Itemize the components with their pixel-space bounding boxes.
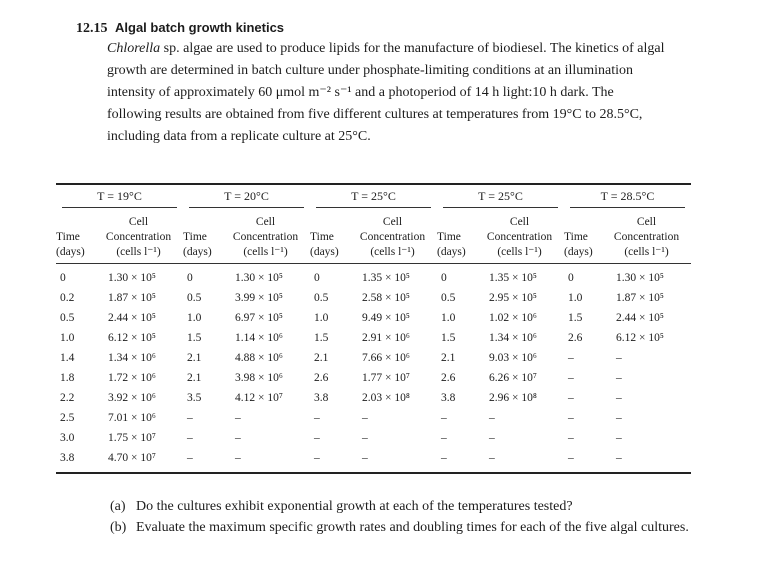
- time-cell: –: [568, 372, 574, 384]
- time-cell: 3.5: [187, 392, 202, 404]
- problem-title: Algal batch growth kinetics: [115, 20, 285, 35]
- time-cell: 2.1: [441, 352, 456, 364]
- concentration-cell: 1.72 × 10⁶: [108, 372, 156, 384]
- concentration-header: Cell Concentration (cells l⁻¹): [486, 216, 553, 258]
- time-cell: 0.5: [187, 292, 202, 304]
- time-cell: 1.5: [187, 332, 202, 344]
- time-cell: 3.8: [60, 452, 75, 464]
- concentration-header: Cell Concentration (cells l⁻¹): [232, 216, 299, 258]
- time-cell: 0: [314, 272, 320, 284]
- concentration-cell: 7.66 × 10⁶: [362, 352, 410, 364]
- time-cell: –: [314, 412, 320, 424]
- problem-number: 12.15: [76, 21, 108, 36]
- concentration-cell: –: [616, 372, 622, 384]
- table-row: [56, 408, 691, 428]
- temperature-label: T = 25°C: [443, 189, 558, 208]
- concentration-cell: –: [489, 412, 495, 424]
- concentration-cell: 1.35 × 10⁵: [362, 272, 410, 284]
- concentration-cell: 9.03 × 10⁶: [489, 352, 537, 364]
- time-cell: 3.8: [314, 392, 329, 404]
- concentration-cell: 1.87 × 10⁵: [108, 292, 156, 304]
- time-header: Time (days): [56, 231, 85, 258]
- problem-intro: [107, 38, 667, 148]
- concentration-cell: –: [235, 412, 241, 424]
- time-cell: 1.0: [60, 332, 75, 344]
- time-cell: 1.8: [60, 372, 75, 384]
- question-b: (b) Evaluate the maximum specific growth rates and doubling times for each of the five algal cultures.: [110, 520, 689, 535]
- time-cell: 0: [187, 272, 193, 284]
- problem-heading: [76, 20, 284, 37]
- time-cell: 1.0: [187, 312, 202, 324]
- question-a: (a) Do the cultures exhibit exponential growth at each of the temperatures tested?: [110, 499, 573, 514]
- time-cell: 2.1: [314, 352, 329, 364]
- concentration-cell: 1.75 × 10⁷: [108, 432, 156, 444]
- concentration-cell: 2.58 × 10⁵: [362, 292, 410, 304]
- concentration-cell: 2.96 × 10⁸: [489, 392, 537, 404]
- concentration-cell: –: [362, 432, 368, 444]
- concentration-header: Cell Concentration (cells l⁻¹): [359, 216, 426, 258]
- time-header: Time (days): [564, 231, 593, 258]
- concentration-cell: –: [489, 452, 495, 464]
- concentration-cell: –: [235, 432, 241, 444]
- time-header: Time (days): [183, 231, 212, 258]
- time-cell: 1.5: [314, 332, 329, 344]
- time-cell: 0.5: [60, 312, 75, 324]
- table-row: [56, 428, 691, 448]
- temperature-header-row: [56, 184, 691, 212]
- temperature-label: T = 20°C: [189, 189, 304, 208]
- concentration-cell: 6.97 × 10⁵: [235, 312, 283, 324]
- concentration-cell: 1.30 × 10⁵: [616, 272, 664, 284]
- concentration-cell: 1.14 × 10⁶: [235, 332, 283, 344]
- concentration-cell: 1.02 × 10⁶: [489, 312, 537, 324]
- concentration-cell: –: [616, 432, 622, 444]
- concentration-cell: 2.44 × 10⁵: [616, 312, 664, 324]
- concentration-cell: –: [235, 452, 241, 464]
- concentration-cell: 3.99 × 10⁵: [235, 292, 283, 304]
- time-cell: 2.6: [568, 332, 583, 344]
- time-cell: 1.0: [568, 292, 583, 304]
- time-cell: 2.2: [60, 392, 75, 404]
- concentration-header: Cell Concentration (cells l⁻¹): [613, 216, 680, 258]
- table-row: [56, 328, 691, 348]
- concentration-cell: 9.49 × 10⁵: [362, 312, 410, 324]
- concentration-header: Cell Concentration (cells l⁻¹): [105, 216, 172, 258]
- time-cell: –: [568, 392, 574, 404]
- time-cell: 2.6: [441, 372, 456, 384]
- time-cell: 1.0: [314, 312, 329, 324]
- time-cell: –: [568, 412, 574, 424]
- time-cell: 0: [441, 272, 447, 284]
- concentration-cell: –: [616, 392, 622, 404]
- questions: [110, 496, 710, 538]
- concentration-cell: –: [362, 452, 368, 464]
- table-body: [56, 264, 691, 474]
- table-row: [56, 264, 691, 289]
- table-row: [56, 448, 691, 473]
- concentration-cell: 3.98 × 10⁶: [235, 372, 283, 384]
- time-cell: 2.5: [60, 412, 75, 424]
- concentration-cell: 1.87 × 10⁵: [616, 292, 664, 304]
- time-cell: 1.5: [568, 312, 583, 324]
- time-cell: –: [187, 412, 193, 424]
- table-row: [56, 308, 691, 328]
- time-header: Time (days): [310, 231, 339, 258]
- concentration-cell: 2.95 × 10⁵: [489, 292, 537, 304]
- time-cell: –: [187, 452, 193, 464]
- time-cell: 3.0: [60, 432, 75, 444]
- time-cell: 0.2: [60, 292, 75, 304]
- time-cell: 1.5: [441, 332, 456, 344]
- concentration-cell: 4.88 × 10⁶: [235, 352, 283, 364]
- table-row: [56, 288, 691, 308]
- time-cell: –: [441, 432, 447, 444]
- concentration-cell: 1.77 × 10⁷: [362, 372, 410, 384]
- concentration-cell: 2.91 × 10⁶: [362, 332, 410, 344]
- time-cell: –: [568, 432, 574, 444]
- time-cell: 3.8: [441, 392, 456, 404]
- concentration-cell: –: [489, 432, 495, 444]
- column-header-row: [56, 212, 691, 264]
- concentration-cell: 6.12 × 10⁵: [108, 332, 156, 344]
- time-cell: 2.1: [187, 352, 202, 364]
- time-cell: 2.1: [187, 372, 202, 384]
- concentration-cell: 2.03 × 10⁸: [362, 392, 410, 404]
- time-cell: 0.5: [314, 292, 329, 304]
- concentration-cell: 4.12 × 10⁷: [235, 392, 283, 404]
- table-row: [56, 348, 691, 368]
- time-cell: –: [568, 352, 574, 364]
- time-cell: 1.4: [60, 352, 75, 364]
- concentration-cell: 1.30 × 10⁵: [108, 272, 156, 284]
- concentration-cell: –: [616, 452, 622, 464]
- time-cell: 0: [568, 272, 574, 284]
- time-cell: 0: [60, 272, 66, 284]
- concentration-cell: 1.30 × 10⁵: [235, 272, 283, 284]
- time-cell: 1.0: [441, 312, 456, 324]
- time-cell: –: [568, 452, 574, 464]
- concentration-cell: 3.92 × 10⁶: [108, 392, 156, 404]
- time-cell: –: [314, 452, 320, 464]
- intro-text: sp. algae are used to produce lipids for the manufacture of biodiesel. The kinetics of algal growth are determined in batch culture under phosphate-limiting conditions at an illumination intensity of approximately 60 μmol m⁻² s⁻¹ and a photoperiod of 14 h light:10 h dark. The following results are obtained from five different cultures at temperatures from 19°C to 28.5°C, including data from a replicate culture at 25°C.: [107, 41, 665, 144]
- table-row: [56, 368, 691, 388]
- time-cell: –: [441, 452, 447, 464]
- concentration-cell: 2.44 × 10⁵: [108, 312, 156, 324]
- temperature-label: T = 19°C: [62, 189, 177, 208]
- time-cell: –: [187, 432, 193, 444]
- growth-data-table: [56, 183, 691, 474]
- concentration-cell: 1.34 × 10⁶: [489, 332, 537, 344]
- time-cell: –: [441, 412, 447, 424]
- concentration-cell: 7.01 × 10⁶: [108, 412, 156, 424]
- concentration-cell: –: [362, 412, 368, 424]
- concentration-cell: 1.35 × 10⁵: [489, 272, 537, 284]
- time-cell: –: [314, 432, 320, 444]
- concentration-cell: 6.26 × 10⁷: [489, 372, 537, 384]
- temperature-label: T = 28.5°C: [570, 189, 685, 208]
- concentration-cell: –: [616, 352, 622, 364]
- table-row: [56, 388, 691, 408]
- species-name: Chlorella: [107, 41, 161, 56]
- concentration-cell: 4.70 × 10⁷: [108, 452, 156, 464]
- concentration-cell: –: [616, 412, 622, 424]
- time-cell: 2.6: [314, 372, 329, 384]
- concentration-cell: 6.12 × 10⁵: [616, 332, 664, 344]
- temperature-label: T = 25°C: [316, 189, 431, 208]
- concentration-cell: 1.34 × 10⁶: [108, 352, 156, 364]
- time-cell: 0.5: [441, 292, 456, 304]
- time-header: Time (days): [437, 231, 466, 258]
